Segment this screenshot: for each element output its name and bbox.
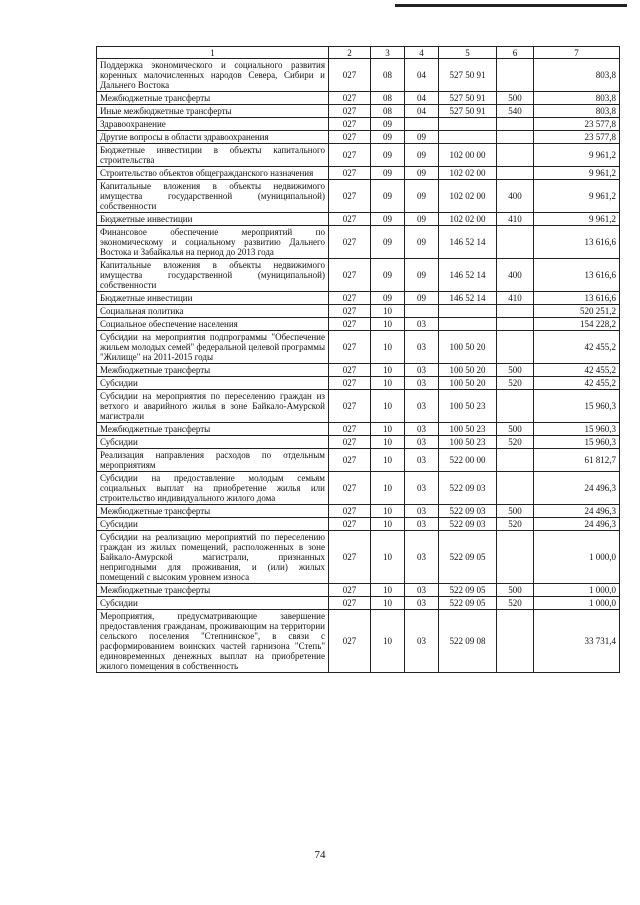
- expense-type-cell: [497, 59, 534, 92]
- expense-type-cell: [497, 531, 534, 584]
- table-row: [97, 449, 620, 472]
- amount-cell: 42 455,2: [534, 331, 620, 364]
- table-row: [97, 105, 620, 118]
- amount-cell: 23 577,8: [534, 118, 620, 131]
- expense-type-cell: 520: [497, 597, 534, 610]
- expense-type-cell: 400: [497, 259, 534, 292]
- table-row: [97, 180, 620, 213]
- subsection-cell: 03: [405, 436, 439, 449]
- table-row: [97, 584, 620, 597]
- expense-type-cell: 540: [497, 105, 534, 118]
- subsection-cell: [405, 305, 439, 318]
- target-article-cell: 100 50 20: [439, 331, 497, 364]
- item-name-cell: Межбюджетные трансферты: [97, 505, 329, 518]
- table-row: [97, 259, 620, 292]
- admin-code-cell: 027: [329, 436, 371, 449]
- item-name-cell: Субсидии: [97, 518, 329, 531]
- target-article-cell: 522 09 05: [439, 531, 497, 584]
- admin-code-cell: 027: [329, 259, 371, 292]
- expense-type-cell: 520: [497, 518, 534, 531]
- item-name-cell: Субсидии на предоставление молодым семьям социальных выплат на приобретение жилья или строительство индивидуального жилого дома: [97, 472, 329, 505]
- subsection-cell: 03: [405, 531, 439, 584]
- section-cell: 10: [371, 597, 405, 610]
- amount-cell: 803,8: [534, 105, 620, 118]
- expense-type-cell: [497, 610, 534, 673]
- section-cell: 09: [371, 259, 405, 292]
- subsection-cell: 04: [405, 92, 439, 105]
- expense-type-cell: [497, 118, 534, 131]
- subsection-cell: 03: [405, 423, 439, 436]
- section-cell: 10: [371, 472, 405, 505]
- expense-type-cell: [497, 167, 534, 180]
- target-article-cell: [439, 118, 497, 131]
- admin-code-cell: 027: [329, 226, 371, 259]
- subsection-cell: 03: [405, 610, 439, 673]
- admin-code-cell: 027: [329, 364, 371, 377]
- column-header-5: 5: [439, 47, 497, 59]
- subsection-cell: 04: [405, 105, 439, 118]
- subsection-cell: 03: [405, 518, 439, 531]
- item-name-cell: Межбюджетные трансферты: [97, 423, 329, 436]
- target-article-cell: 527 50 91: [439, 59, 497, 92]
- amount-cell: 42 455,2: [534, 364, 620, 377]
- expense-type-cell: [497, 331, 534, 364]
- item-name-cell: Строительство объектов общегражданского назначения: [97, 167, 329, 180]
- section-cell: 10: [371, 584, 405, 597]
- section-cell: 10: [371, 318, 405, 331]
- amount-cell: 24 496,3: [534, 505, 620, 518]
- expense-type-cell: 500: [497, 364, 534, 377]
- section-cell: 09: [371, 213, 405, 226]
- item-name-cell: Субсидии: [97, 436, 329, 449]
- section-cell: 09: [371, 167, 405, 180]
- table-row: [97, 597, 620, 610]
- section-cell: 10: [371, 423, 405, 436]
- expense-type-cell: 500: [497, 92, 534, 105]
- table-body: [97, 59, 620, 673]
- target-article-cell: 102 02 00: [439, 167, 497, 180]
- expense-type-cell: 500: [497, 423, 534, 436]
- table-row: [97, 505, 620, 518]
- item-name-cell: Социальное обеспечение населения: [97, 318, 329, 331]
- amount-cell: 42 455,2: [534, 377, 620, 390]
- admin-code-cell: 027: [329, 610, 371, 673]
- amount-cell: 33 731,4: [534, 610, 620, 673]
- admin-code-cell: 027: [329, 318, 371, 331]
- section-cell: 10: [371, 436, 405, 449]
- target-article-cell: 522 09 03: [439, 518, 497, 531]
- target-article-cell: [439, 131, 497, 144]
- target-article-cell: 100 50 20: [439, 377, 497, 390]
- item-name-cell: Бюджетные инвестиции: [97, 292, 329, 305]
- item-name-cell: Субсидии: [97, 377, 329, 390]
- subsection-cell: 03: [405, 390, 439, 423]
- table-row: [97, 531, 620, 584]
- amount-cell: 1 000,0: [534, 597, 620, 610]
- expense-type-cell: [497, 472, 534, 505]
- item-name-cell: Межбюджетные трансферты: [97, 364, 329, 377]
- table-row: [97, 292, 620, 305]
- amount-cell: 13 616,6: [534, 292, 620, 305]
- item-name-cell: Бюджетные инвестиции: [97, 213, 329, 226]
- column-header-4: 4: [405, 47, 439, 59]
- amount-cell: 803,8: [534, 59, 620, 92]
- admin-code-cell: 027: [329, 59, 371, 92]
- subsection-cell: 03: [405, 505, 439, 518]
- section-cell: 10: [371, 449, 405, 472]
- section-cell: 10: [371, 331, 405, 364]
- expense-type-cell: [497, 305, 534, 318]
- item-name-cell: Мероприятия, предусматривающие завершение предоставления гражданам, проживающим на территории сельского поселения "Степнинское", в связи с расформированием воинских частей гарнизона "Степь" единовременных денежных выплат на приобретение жилого помещения в собственность: [97, 610, 329, 673]
- amount-cell: 15 960,3: [534, 390, 620, 423]
- target-article-cell: 100 50 23: [439, 423, 497, 436]
- admin-code-cell: 027: [329, 449, 371, 472]
- item-name-cell: Субсидии на реализацию мероприятий по переселению граждан из жилых помещений, расположенных в зоне Байкало-Амурской магистрали, признанных непригодными для проживания, и (или) жилых помещений с высоким уровнем износа: [97, 531, 329, 584]
- admin-code-cell: 027: [329, 377, 371, 390]
- table-row: [97, 92, 620, 105]
- target-article-cell: 146 52 14: [439, 259, 497, 292]
- column-header-3: 3: [371, 47, 405, 59]
- admin-code-cell: 027: [329, 390, 371, 423]
- expense-type-cell: 400: [497, 180, 534, 213]
- amount-cell: 520 251,2: [534, 305, 620, 318]
- table-row: [97, 331, 620, 364]
- item-name-cell: Субсидии: [97, 597, 329, 610]
- admin-code-cell: 027: [329, 423, 371, 436]
- subsection-cell: 03: [405, 584, 439, 597]
- admin-code-cell: 027: [329, 531, 371, 584]
- table-row: [97, 610, 620, 673]
- section-cell: 09: [371, 144, 405, 167]
- amount-cell: 9 961,2: [534, 144, 620, 167]
- table-row: [97, 423, 620, 436]
- target-article-cell: 102 00 00: [439, 144, 497, 167]
- section-cell: 08: [371, 105, 405, 118]
- admin-code-cell: 027: [329, 180, 371, 213]
- amount-cell: 1 000,0: [534, 584, 620, 597]
- table-row: [97, 213, 620, 226]
- section-cell: 10: [371, 364, 405, 377]
- admin-code-cell: 027: [329, 597, 371, 610]
- table-row: [97, 518, 620, 531]
- table-row: [97, 144, 620, 167]
- subsection-cell: 03: [405, 331, 439, 364]
- item-name-cell: Здравоохранение: [97, 118, 329, 131]
- table-row: [97, 59, 620, 92]
- table-row: [97, 436, 620, 449]
- item-name-cell: Бюджетные инвестиции в объекты капитального строительства: [97, 144, 329, 167]
- expense-type-cell: [497, 318, 534, 331]
- item-name-cell: Поддержка экономического и социального развития коренных малочисленных народов Севера, Сибири и Дальнего Востока: [97, 59, 329, 92]
- table-row: [97, 377, 620, 390]
- amount-cell: 13 616,6: [534, 259, 620, 292]
- section-cell: 10: [371, 390, 405, 423]
- expense-type-cell: 520: [497, 436, 534, 449]
- expense-type-cell: 410: [497, 213, 534, 226]
- column-header-1: 1: [97, 47, 329, 59]
- target-article-cell: [439, 318, 497, 331]
- item-name-cell: Реализация направления расходов по отдельным мероприятиям: [97, 449, 329, 472]
- subsection-cell: 09: [405, 259, 439, 292]
- item-name-cell: Финансовое обеспечение мероприятий по экономическому и социальному развитию Дальнего Востока и Забайкалья на период до 2013 года: [97, 226, 329, 259]
- item-name-cell: Межбюджетные трансферты: [97, 584, 329, 597]
- column-header-2: 2: [329, 47, 371, 59]
- item-name-cell: Иные межбюджетные трансферты: [97, 105, 329, 118]
- subsection-cell: 09: [405, 226, 439, 259]
- subsection-cell: 04: [405, 59, 439, 92]
- expense-type-cell: [497, 226, 534, 259]
- table-row: [97, 305, 620, 318]
- amount-cell: 15 960,3: [534, 423, 620, 436]
- page-number: 74: [314, 849, 326, 861]
- item-name-cell: Межбюджетные трансферты: [97, 92, 329, 105]
- admin-code-cell: 027: [329, 92, 371, 105]
- expense-type-cell: 410: [497, 292, 534, 305]
- item-name-cell: Другие вопросы в области здравоохранения: [97, 131, 329, 144]
- target-article-cell: 522 09 08: [439, 610, 497, 673]
- amount-cell: 23 577,8: [534, 131, 620, 144]
- amount-cell: 803,8: [534, 92, 620, 105]
- target-article-cell: 100 50 20: [439, 364, 497, 377]
- amount-cell: 24 496,3: [534, 472, 620, 505]
- section-cell: 09: [371, 131, 405, 144]
- target-article-cell: 522 00 00: [439, 449, 497, 472]
- target-article-cell: 522 09 03: [439, 505, 497, 518]
- admin-code-cell: 027: [329, 131, 371, 144]
- expense-type-cell: [497, 131, 534, 144]
- target-article-cell: 146 52 14: [439, 292, 497, 305]
- item-name-cell: Капитальные вложения в объекты недвижимого имущества государственной (муниципальной) собственности: [97, 259, 329, 292]
- subsection-cell: 09: [405, 131, 439, 144]
- column-header-6: 6: [497, 47, 534, 59]
- item-name-cell: Социальная политика: [97, 305, 329, 318]
- amount-cell: 9 961,2: [534, 213, 620, 226]
- target-article-cell: 146 52 14: [439, 226, 497, 259]
- section-cell: 10: [371, 377, 405, 390]
- amount-cell: 15 960,3: [534, 436, 620, 449]
- item-name-cell: Субсидии на мероприятия по переселению граждан из ветхого и аварийного жилья в зоне Байкало-Амурской магистрали: [97, 390, 329, 423]
- section-cell: 10: [371, 531, 405, 584]
- expense-type-cell: 500: [497, 584, 534, 597]
- table-row: [97, 167, 620, 180]
- target-article-cell: 527 50 91: [439, 92, 497, 105]
- expense-type-cell: [497, 449, 534, 472]
- expense-type-cell: [497, 144, 534, 167]
- target-article-cell: 522 09 05: [439, 584, 497, 597]
- subsection-cell: 09: [405, 167, 439, 180]
- admin-code-cell: 027: [329, 584, 371, 597]
- table-row: [97, 472, 620, 505]
- admin-code-cell: 027: [329, 331, 371, 364]
- subsection-cell: 03: [405, 377, 439, 390]
- amount-cell: 1 000,0: [534, 531, 620, 584]
- subsection-cell: 09: [405, 180, 439, 213]
- table-row: [97, 390, 620, 423]
- item-name-cell: Субсидии на мероприятия подпрограммы "Обеспечение жильем молодых семей" федеральной целевой программы "Жилище" на 2011-2015 годы: [97, 331, 329, 364]
- table-row: [97, 118, 620, 131]
- admin-code-cell: 027: [329, 292, 371, 305]
- admin-code-cell: 027: [329, 167, 371, 180]
- admin-code-cell: 027: [329, 213, 371, 226]
- header-row: [97, 47, 620, 59]
- section-cell: 09: [371, 118, 405, 131]
- expense-type-cell: 520: [497, 377, 534, 390]
- admin-code-cell: 027: [329, 472, 371, 505]
- column-header-7: 7: [534, 47, 620, 59]
- table-row: [97, 318, 620, 331]
- target-article-cell: 102 02 00: [439, 213, 497, 226]
- admin-code-cell: 027: [329, 144, 371, 167]
- target-article-cell: [439, 305, 497, 318]
- amount-cell: 9 961,2: [534, 180, 620, 213]
- subsection-cell: 09: [405, 144, 439, 167]
- expense-type-cell: 500: [497, 505, 534, 518]
- header-rule: [395, 4, 627, 7]
- section-cell: 08: [371, 92, 405, 105]
- subsection-cell: 09: [405, 292, 439, 305]
- target-article-cell: 100 50 23: [439, 390, 497, 423]
- section-cell: 08: [371, 59, 405, 92]
- target-article-cell: 522 09 03: [439, 472, 497, 505]
- subsection-cell: 03: [405, 597, 439, 610]
- admin-code-cell: 027: [329, 305, 371, 318]
- admin-code-cell: 027: [329, 105, 371, 118]
- table-row: [97, 131, 620, 144]
- section-cell: 09: [371, 180, 405, 213]
- admin-code-cell: 027: [329, 518, 371, 531]
- amount-cell: 9 961,2: [534, 167, 620, 180]
- budget-table: [96, 46, 620, 673]
- section-cell: 10: [371, 518, 405, 531]
- amount-cell: 13 616,6: [534, 226, 620, 259]
- section-cell: 09: [371, 226, 405, 259]
- subsection-cell: 03: [405, 364, 439, 377]
- target-article-cell: 527 50 91: [439, 105, 497, 118]
- amount-cell: 24 496,3: [534, 518, 620, 531]
- subsection-cell: [405, 118, 439, 131]
- target-article-cell: 522 09 05: [439, 597, 497, 610]
- target-article-cell: 100 50 23: [439, 436, 497, 449]
- amount-cell: 154 228,2: [534, 318, 620, 331]
- subsection-cell: 03: [405, 449, 439, 472]
- section-cell: 10: [371, 505, 405, 518]
- section-cell: 10: [371, 610, 405, 673]
- table-row: [97, 364, 620, 377]
- subsection-cell: 03: [405, 318, 439, 331]
- admin-code-cell: 027: [329, 118, 371, 131]
- admin-code-cell: 027: [329, 505, 371, 518]
- amount-cell: 61 812,7: [534, 449, 620, 472]
- subsection-cell: 03: [405, 472, 439, 505]
- item-name-cell: Капитальные вложения в объекты недвижимого имущества государственной (муниципальной) собственности: [97, 180, 329, 213]
- section-cell: 10: [371, 305, 405, 318]
- subsection-cell: 09: [405, 213, 439, 226]
- section-cell: 09: [371, 292, 405, 305]
- expense-type-cell: [497, 390, 534, 423]
- table-row: [97, 226, 620, 259]
- target-article-cell: 102 02 00: [439, 180, 497, 213]
